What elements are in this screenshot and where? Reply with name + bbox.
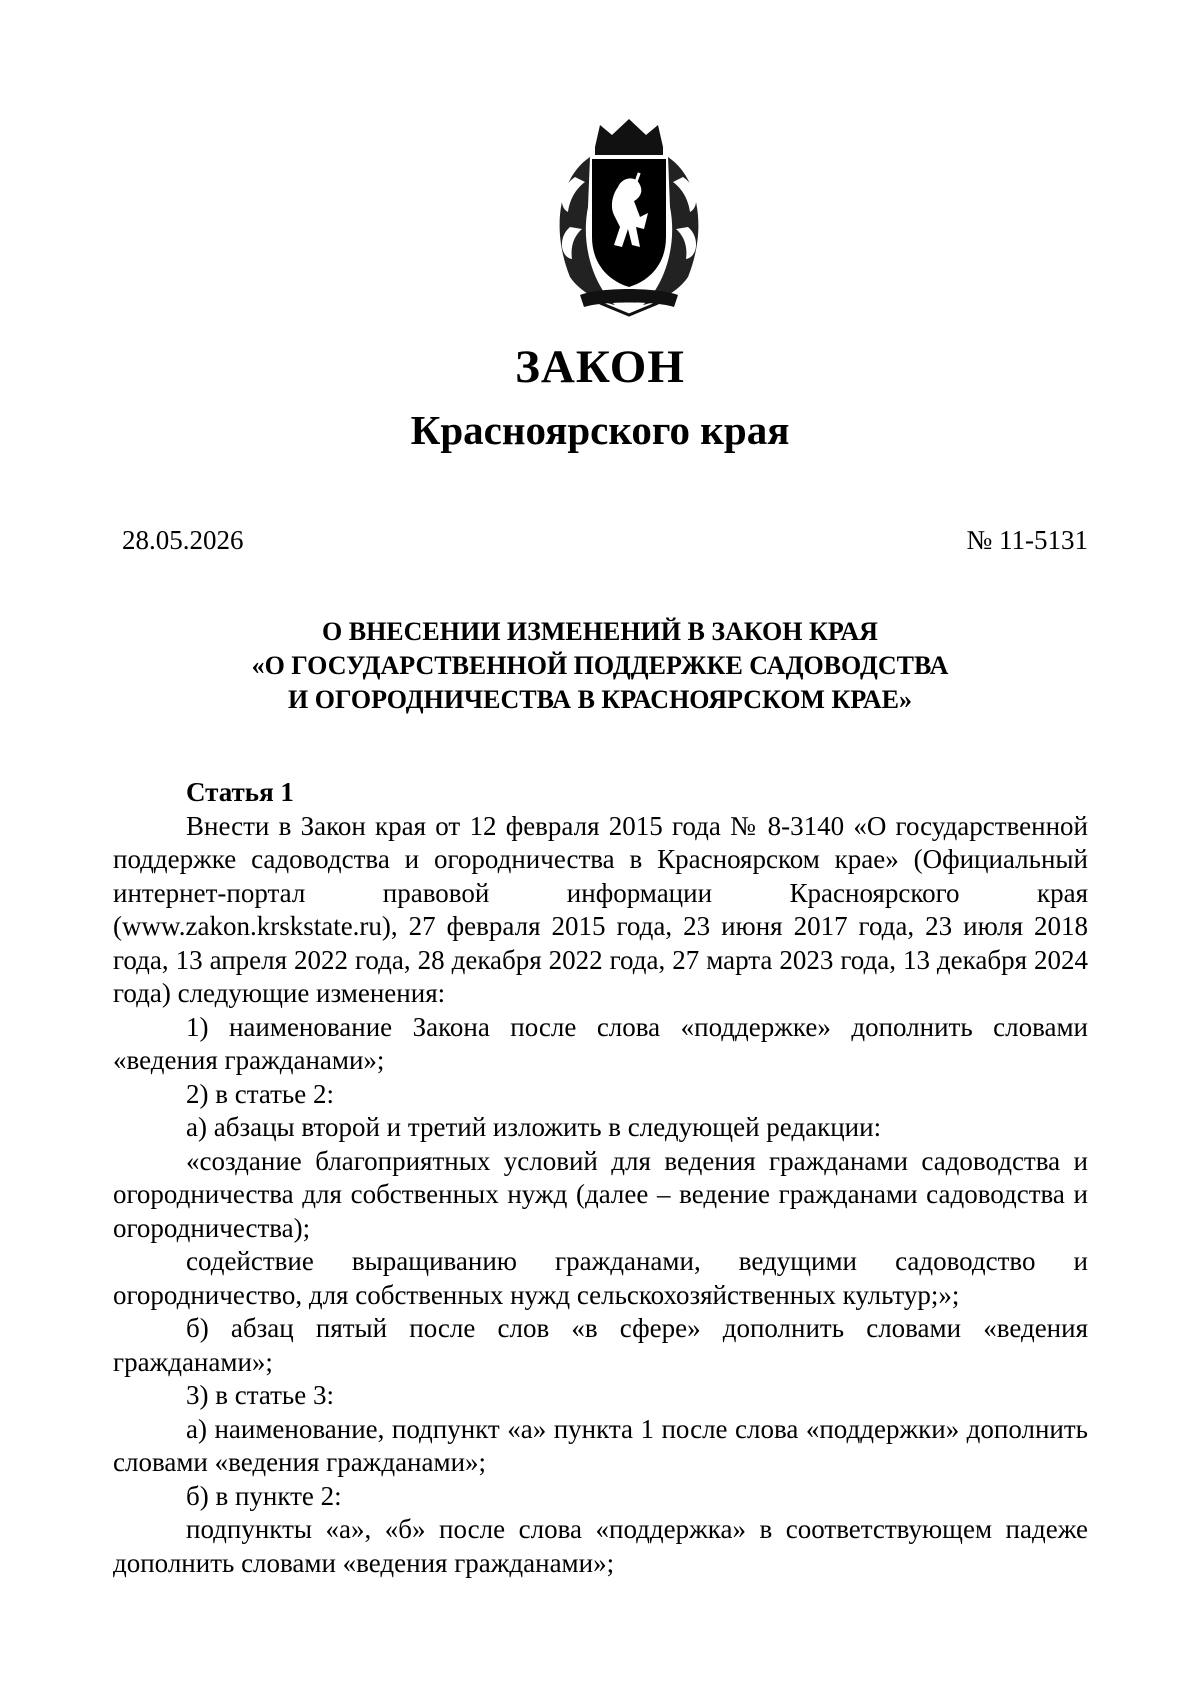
paragraph: «создание благоприятных условий для ведения гражданами садоводства и огородничества для собственных нужд (далее – ведение гражданами садоводства и огородничества); (113, 1145, 1088, 1243)
document-date: 28.05.2026 (122, 525, 244, 555)
document-type-title: ЗАКОН (515, 341, 685, 393)
paragraph: а) абзацы второй и третий изложить в следующей редакции: (186, 1112, 882, 1142)
paragraph: б) абзац пятый после слов «в сфере» дополнить словами «ведения гражданами»; (113, 1313, 1088, 1377)
paragraph: 1) наименование Закона после слова «поддержке» дополнить словами «ведения гражданами»; (113, 1011, 1088, 1075)
article-heading: Статья 1 (186, 777, 294, 807)
article-body (113, 776, 1088, 1580)
paragraph: б) в пункте 2: (186, 1480, 342, 1511)
paragraph: содействие выращиванию гражданами, ведущими садоводство и огородничество, для собственных нужд сельскохозяйственных культур;»; (113, 1246, 1088, 1310)
paragraph: 3) в статье 3: (186, 1380, 334, 1410)
krasnoyarsk-coat-of-arms-icon (540, 117, 718, 317)
document-number: № 11-5131 (966, 525, 1088, 555)
paragraph: подпункты «а», «б» после слова «поддержка» в соответствующем падеже дополнить словами «ведения гражданами»; (113, 1514, 1088, 1578)
region-subtitle: Красноярского края (410, 407, 790, 453)
paragraph: 2) в статье 2: (186, 1078, 334, 1109)
paragraph: Внести в Закон края от 12 февраля 2015 года № 8-3140 «О государственной поддержке садоводства и огородничества в Красноярском крае» (Официальный интернет-портал правовой информации Красноярского края (www.zakon.krskstate.ru), 27 февраля 2015 года, 23 июня 2017 года, 23 июля 2018 года, 13 апреля 2022 года, 28 декабря 2022 года, 27 марта 2023 года, 13 декабря 2024 года) следующие изменения: (113, 810, 1088, 1008)
law-title-line: «О ГОСУДАРСТВЕННОЙ ПОДДЕРЖКЕ САДОВОДСТВА (251, 651, 949, 680)
paragraph: а) наименование, подпункт «а» пункта 1 после слова «поддержки» дополнить словами «ведения гражданами»; (113, 1413, 1088, 1477)
law-title-line: И ОГОРОДНИЧЕСТВА В КРАСНОЯРСКОМ КРАЕ» (288, 685, 912, 714)
law-title (0, 615, 1200, 717)
law-title-line: О ВНЕСЕНИИ ИЗМЕНЕНИЙ В ЗАКОН КРАЯ (322, 617, 878, 646)
